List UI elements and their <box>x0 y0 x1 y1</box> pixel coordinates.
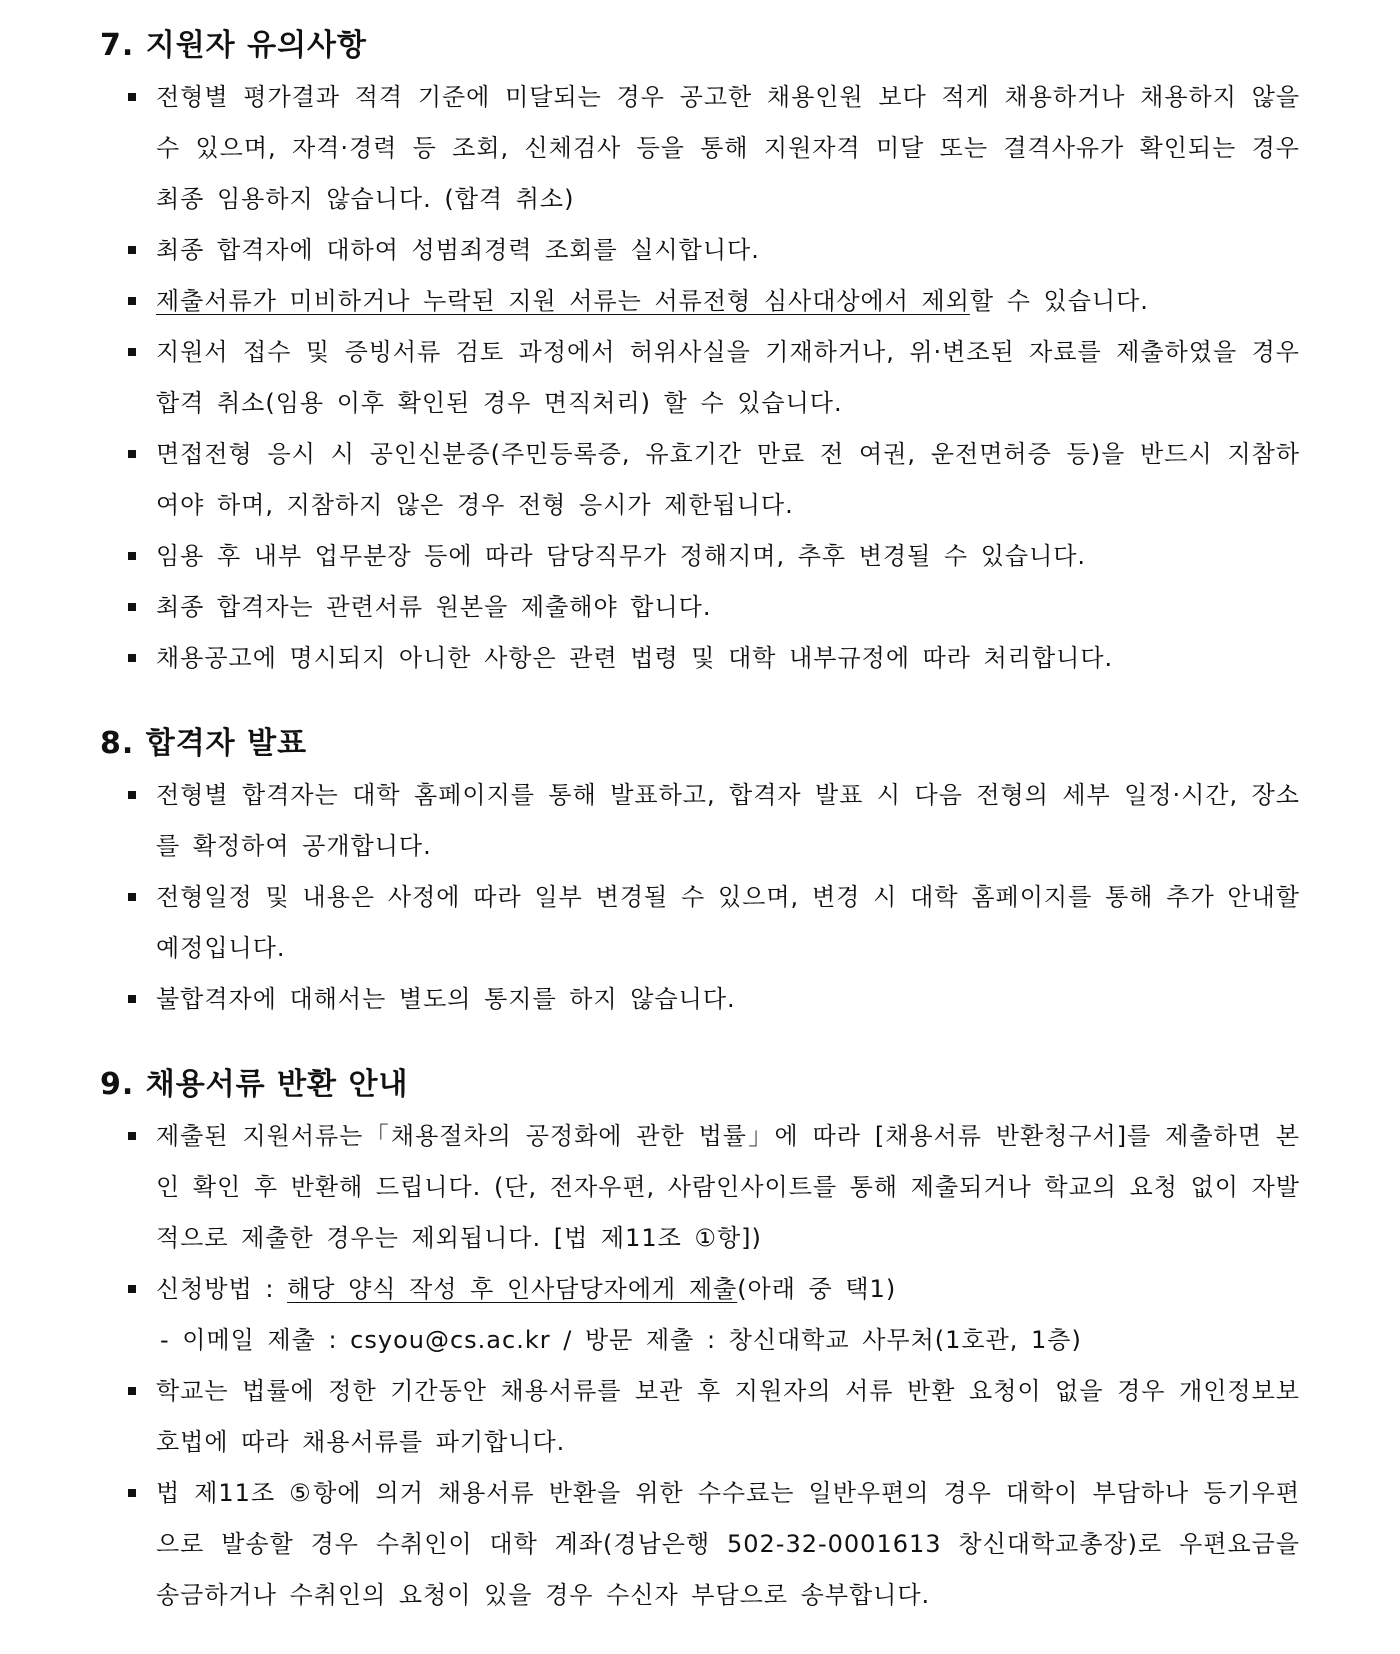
section-title: 8. 합격자 발표 <box>100 726 308 761</box>
square-bullet-icon <box>128 1285 136 1293</box>
list-item: 제출서류가 미비하거나 누락된 지원 서류는 서류전형 심사대상에서 제외할 수 있습니다. <box>100 276 1300 327</box>
list-item: 전형별 합격자는 대학 홈페이지를 통해 발표하고, 합격자 발표 시 다음 전형의 세부 일정·시간, 장소를 확정하여 공개합니다. <box>100 770 1300 872</box>
bullet-list <box>100 72 1300 684</box>
square-bullet-icon <box>128 791 136 799</box>
square-bullet-icon <box>128 552 136 560</box>
list-item: 지원서 접수 및 증빙서류 검토 과정에서 허위사실을 기재하거나, 위·변조된 자료를 제출하였을 경우 합격 취소(임용 이후 확인된 경우 면직처리) 할 수 있습니다. <box>100 327 1300 429</box>
list-item: 전형일정 및 내용은 사정에 따라 일부 변경될 수 있으며, 변경 시 대학 홈페이지를 통해 추가 안내할 예정입니다. <box>100 872 1300 974</box>
square-bullet-icon <box>128 603 136 611</box>
section-document-return <box>100 1061 1300 1621</box>
bullet-list <box>100 770 1300 1025</box>
list-item: 제출된 지원서류는「채용절차의 공정화에 관한 법률」에 따라 [채용서류 반환청구서]를 제출하면 본인 확인 후 반환해 드립니다. (단, 전자우편, 사람인사이트를 통해 제출되거나 학교의 요청 없이 자발적으로 제출한 경우는 제외됩니다. [법 제11조 ①항]) <box>100 1111 1300 1264</box>
square-bullet-icon <box>128 995 136 1003</box>
underlined-text: 해당 양식 작성 후 인사담당자에게 제출 <box>287 1275 738 1303</box>
square-bullet-icon <box>128 654 136 662</box>
square-bullet-icon <box>128 893 136 901</box>
list-item: 임용 후 내부 업무분장 등에 따라 담당직무가 정해지며, 추후 변경될 수 있습니다. <box>100 531 1300 582</box>
square-bullet-icon <box>128 246 136 254</box>
list-item: 전형별 평가결과 적격 기준에 미달되는 경우 공고한 채용인원 보다 적게 채용하거나 채용하지 않을 수 있으며, 자격·경력 등 조회, 신체검사 등을 통해 지원자격 미달 또는 결격사유가 확인되는 경우 최종 임용하지 않습니다. (합격 취소) <box>100 72 1300 225</box>
list-item: 법 제11조 ⑤항에 의거 채용서류 반환을 위한 수수료는 일반우편의 경우 대학이 부담하나 등기우편으로 발송할 경우 수취인이 대학 계좌(경남은행 502-32-0001613 창신대학교총장)로 우편요금을 송금하거나 수취인의 요청이 있을 경우 수신자 부담으로 송부합니다. <box>100 1468 1300 1621</box>
underlined-text: 제출서류가 미비하거나 누락된 지원 서류는 서류전형 심사대상에서 제외 <box>156 287 970 315</box>
list-item: 최종 합격자에 대하여 성범죄경력 조회를 실시합니다. <box>100 225 1300 276</box>
square-bullet-icon <box>128 348 136 356</box>
square-bullet-icon <box>128 1489 136 1497</box>
section-title: 9. 채용서류 반환 안내 <box>100 1067 409 1102</box>
list-item: 면접전형 응시 시 공인신분증(주민등록증, 유효기간 만료 전 여권, 운전면허증 등)을 반드시 지참하여야 하며, 지참하지 않은 경우 전형 응시가 제한됩니다. <box>100 429 1300 531</box>
square-bullet-icon <box>128 297 136 305</box>
square-bullet-icon <box>128 1387 136 1395</box>
list-item: 학교는 법률에 정한 기간동안 채용서류를 보관 후 지원자의 서류 반환 요청이 없을 경우 개인정보보호법에 따라 채용서류를 파기합니다. <box>100 1366 1300 1468</box>
square-bullet-icon <box>128 450 136 458</box>
square-bullet-icon <box>128 1132 136 1140</box>
section-title: 7. 지원자 유의사항 <box>100 28 368 63</box>
list-item-application-method: 신청방법 : 해당 양식 작성 후 인사담당자에게 제출(아래 중 택1) - 이메일 제출 : csyou@cs.ac.kr / 방문 제출 : 창신대학교 사무처(1호관, 1층) <box>100 1264 1300 1366</box>
list-item: 최종 합격자는 관련서류 원본을 제출해야 합니다. <box>100 582 1300 633</box>
list-item: 불합격자에 대해서는 별도의 통지를 하지 않습니다. <box>100 974 1300 1025</box>
section-applicant-notes <box>100 22 1300 684</box>
bullet-list <box>100 1111 1300 1621</box>
square-bullet-icon <box>128 93 136 101</box>
submission-methods: - 이메일 제출 : csyou@cs.ac.kr / 방문 제출 : 창신대학교 사무처(1호관, 1층) <box>160 1326 1082 1354</box>
section-results-announcement <box>100 720 1300 1025</box>
list-item: 채용공고에 명시되지 아니한 사항은 관련 법령 및 대학 내부규정에 따라 처리합니다. <box>100 633 1300 684</box>
